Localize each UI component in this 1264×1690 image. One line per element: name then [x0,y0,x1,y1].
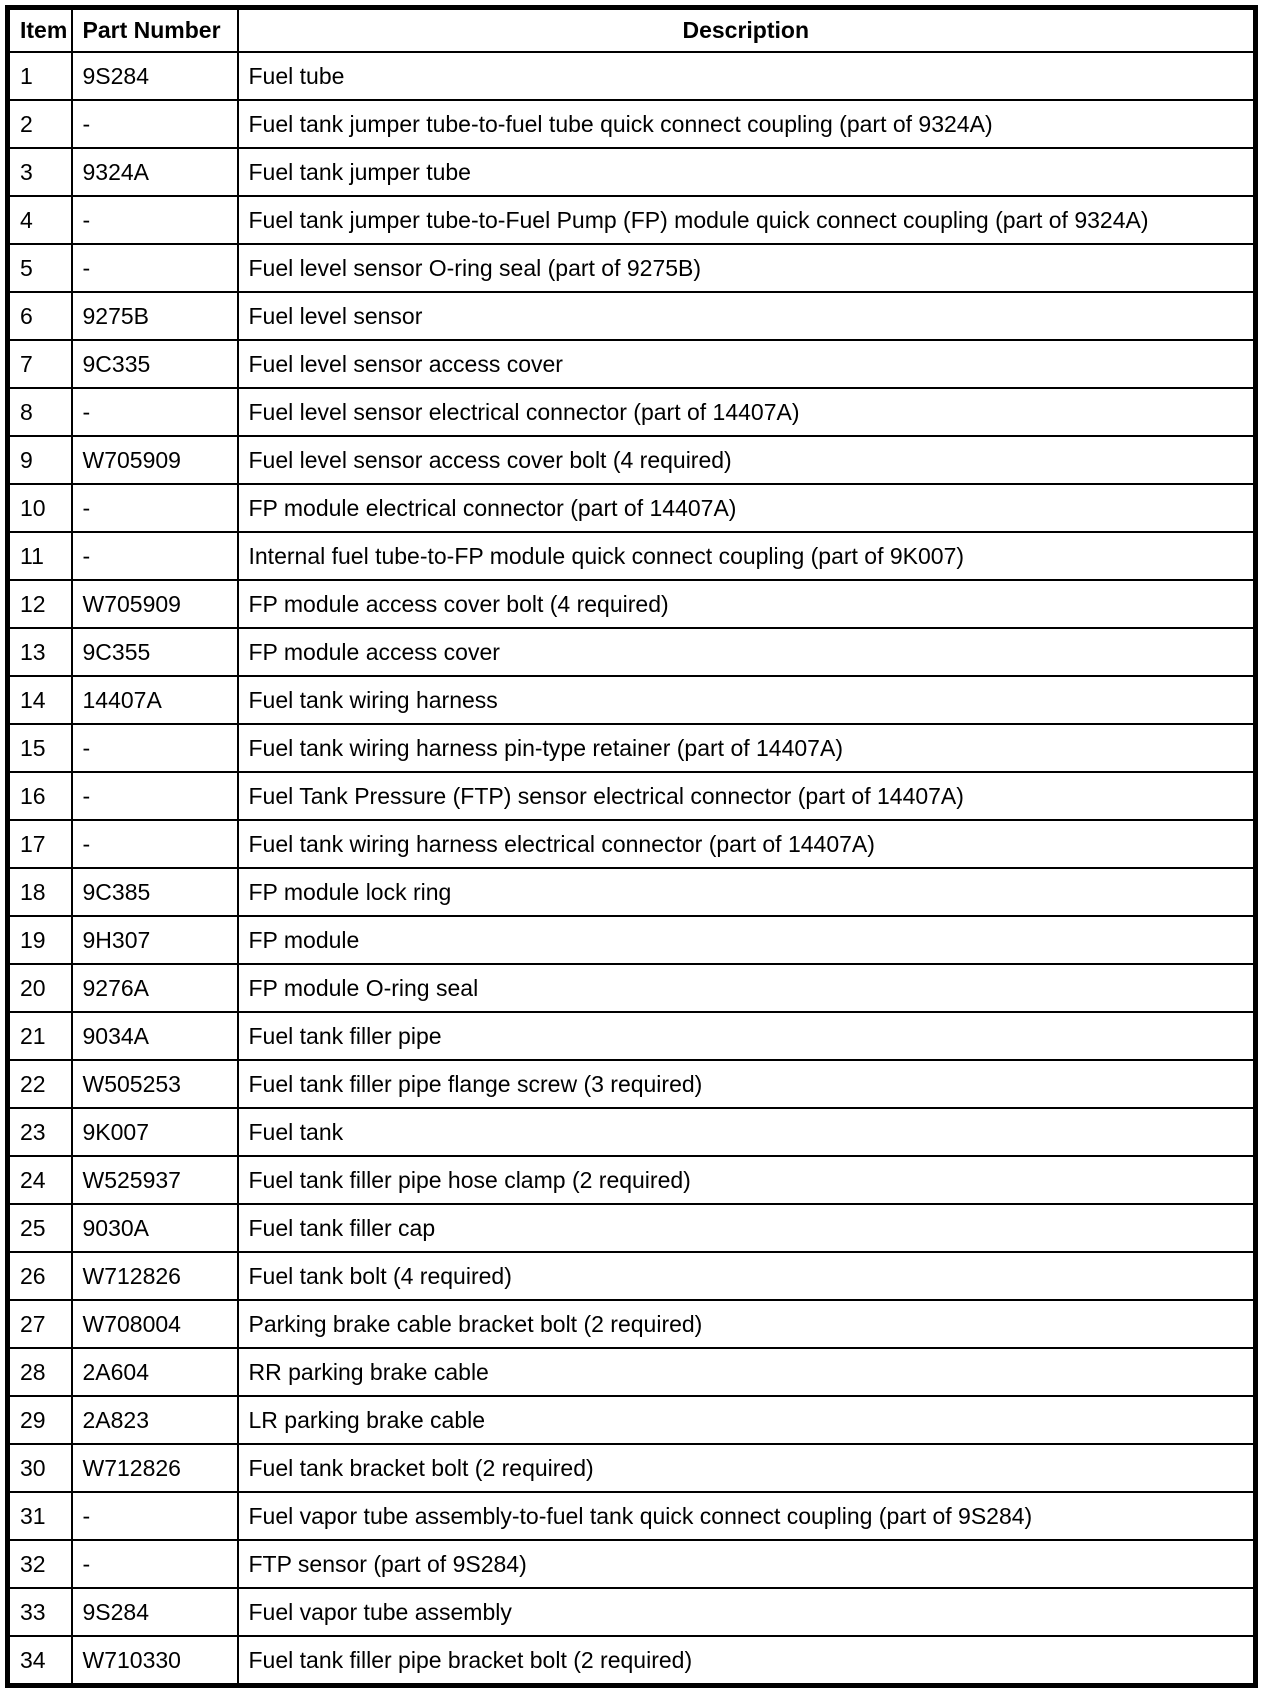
table-row [8,1108,1256,1156]
part-number-cell: 9324A [72,148,238,196]
description-cell: FP module access cover [238,628,1256,676]
description-cell: Fuel tank wiring harness electrical connector (part of 14407A) [238,820,1256,868]
part-number-cell: 9C385 [72,868,238,916]
description-cell: Fuel tank bracket bolt (2 required) [238,1444,1256,1492]
item-cell: 34 [8,1636,72,1686]
part-number-cell: W705909 [72,580,238,628]
part-number-cell: W712826 [72,1444,238,1492]
description-cell: Fuel tank filler pipe hose clamp (2 required) [238,1156,1256,1204]
part-number-cell: 9S284 [72,52,238,100]
item-cell: 20 [8,964,72,1012]
item-cell: 17 [8,820,72,868]
table-row [8,388,1256,436]
item-cell: 18 [8,868,72,916]
table-row [8,1060,1256,1108]
part-number-cell: 9030A [72,1204,238,1252]
table-row [8,244,1256,292]
description-cell: Fuel tank filler pipe bracket bolt (2 required) [238,1636,1256,1686]
item-cell: 16 [8,772,72,820]
part-number-cell: - [72,1492,238,1540]
table-row [8,52,1256,100]
part-number-cell: - [72,388,238,436]
table-row [8,1588,1256,1636]
item-cell: 32 [8,1540,72,1588]
header-row [8,8,1256,53]
table-row [8,964,1256,1012]
part-number-cell: 2A823 [72,1396,238,1444]
description-cell: Fuel vapor tube assembly-to-fuel tank quick connect coupling (part of 9S284) [238,1492,1256,1540]
description-cell: Fuel tank [238,1108,1256,1156]
table-row [8,484,1256,532]
part-number-column-header: Part Number [72,8,238,53]
description-cell: Fuel tube [238,52,1256,100]
description-cell: Fuel level sensor access cover [238,340,1256,388]
item-cell: 24 [8,1156,72,1204]
table-row [8,1012,1256,1060]
part-number-cell: 9S284 [72,1588,238,1636]
item-cell: 22 [8,1060,72,1108]
part-number-cell: 2A604 [72,1348,238,1396]
table-row [8,820,1256,868]
item-cell: 7 [8,340,72,388]
description-cell: FP module electrical connector (part of 14407A) [238,484,1256,532]
item-column-header: Item [8,8,72,53]
part-number-cell: W708004 [72,1300,238,1348]
description-cell: Fuel level sensor [238,292,1256,340]
item-cell: 27 [8,1300,72,1348]
part-number-cell: - [72,532,238,580]
description-cell: Fuel tank filler pipe [238,1012,1256,1060]
part-number-cell: - [72,1540,238,1588]
table-row [8,1252,1256,1300]
part-number-cell: - [72,196,238,244]
table-row [8,868,1256,916]
item-cell: 5 [8,244,72,292]
table-row [8,436,1256,484]
table-row [8,628,1256,676]
description-cell: Fuel tank wiring harness pin-type retainer (part of 14407A) [238,724,1256,772]
item-cell: 21 [8,1012,72,1060]
item-cell: 33 [8,1588,72,1636]
description-cell: RR parking brake cable [238,1348,1256,1396]
item-cell: 2 [8,100,72,148]
description-cell: LR parking brake cable [238,1396,1256,1444]
item-cell: 4 [8,196,72,244]
table-row [8,1300,1256,1348]
item-cell: 10 [8,484,72,532]
part-number-cell: 9K007 [72,1108,238,1156]
description-cell: Parking brake cable bracket bolt (2 required) [238,1300,1256,1348]
item-cell: 1 [8,52,72,100]
description-cell: Fuel vapor tube assembly [238,1588,1256,1636]
table-row [8,100,1256,148]
part-number-cell: - [72,772,238,820]
table-row [8,532,1256,580]
description-cell: Fuel tank wiring harness [238,676,1256,724]
description-cell: FP module [238,916,1256,964]
item-cell: 26 [8,1252,72,1300]
table-row [8,1444,1256,1492]
part-number-cell: W505253 [72,1060,238,1108]
table-row [8,1204,1256,1252]
table-row [8,676,1256,724]
part-number-cell: W525937 [72,1156,238,1204]
part-number-cell: W710330 [72,1636,238,1686]
description-cell: FTP sensor (part of 9S284) [238,1540,1256,1588]
item-cell: 9 [8,436,72,484]
description-cell: Fuel tank filler pipe flange screw (3 required) [238,1060,1256,1108]
table-row [8,772,1256,820]
part-number-cell: - [72,820,238,868]
description-cell: Fuel Tank Pressure (FTP) sensor electrical connector (part of 14407A) [238,772,1256,820]
item-cell: 6 [8,292,72,340]
item-cell: 13 [8,628,72,676]
item-cell: 19 [8,916,72,964]
parts-table [5,5,1258,1688]
part-number-cell: 9C335 [72,340,238,388]
table-row [8,1492,1256,1540]
item-cell: 25 [8,1204,72,1252]
table-row [8,196,1256,244]
table-row [8,1348,1256,1396]
table-row [8,724,1256,772]
description-cell: Internal fuel tube-to-FP module quick connect coupling (part of 9K007) [238,532,1256,580]
table-row [8,340,1256,388]
item-cell: 15 [8,724,72,772]
part-number-cell: - [72,244,238,292]
part-number-cell: 9H307 [72,916,238,964]
part-number-cell: W712826 [72,1252,238,1300]
item-cell: 23 [8,1108,72,1156]
part-number-cell: - [72,724,238,772]
item-cell: 14 [8,676,72,724]
description-cell: FP module O-ring seal [238,964,1256,1012]
description-cell: Fuel level sensor access cover bolt (4 required) [238,436,1256,484]
description-cell: Fuel tank jumper tube [238,148,1256,196]
table-row [8,1540,1256,1588]
description-cell: FP module access cover bolt (4 required) [238,580,1256,628]
table-header [8,8,1256,53]
item-cell: 29 [8,1396,72,1444]
table-row [8,1156,1256,1204]
part-number-cell: - [72,100,238,148]
table-row [8,580,1256,628]
part-number-cell: W705909 [72,436,238,484]
description-cell: Fuel tank jumper tube-to-fuel tube quick connect coupling (part of 9324A) [238,100,1256,148]
table-body [8,52,1256,1686]
table-row [8,148,1256,196]
item-cell: 12 [8,580,72,628]
description-cell: Fuel level sensor electrical connector (part of 14407A) [238,388,1256,436]
item-cell: 31 [8,1492,72,1540]
description-cell: Fuel level sensor O-ring seal (part of 9275B) [238,244,1256,292]
item-cell: 28 [8,1348,72,1396]
part-number-cell: 14407A [72,676,238,724]
description-cell: Fuel tank filler cap [238,1204,1256,1252]
part-number-cell: 9276A [72,964,238,1012]
item-cell: 30 [8,1444,72,1492]
description-cell: Fuel tank bolt (4 required) [238,1252,1256,1300]
table-row [8,916,1256,964]
part-number-cell: 9034A [72,1012,238,1060]
table-row [8,1396,1256,1444]
description-column-header: Description [238,8,1256,53]
item-cell: 3 [8,148,72,196]
part-number-cell: 9275B [72,292,238,340]
item-cell: 11 [8,532,72,580]
description-cell: FP module lock ring [238,868,1256,916]
description-cell: Fuel tank jumper tube-to-Fuel Pump (FP) module quick connect coupling (part of 9324A) [238,196,1256,244]
table-row [8,1636,1256,1686]
table-row [8,292,1256,340]
part-number-cell: 9C355 [72,628,238,676]
item-cell: 8 [8,388,72,436]
part-number-cell: - [72,484,238,532]
